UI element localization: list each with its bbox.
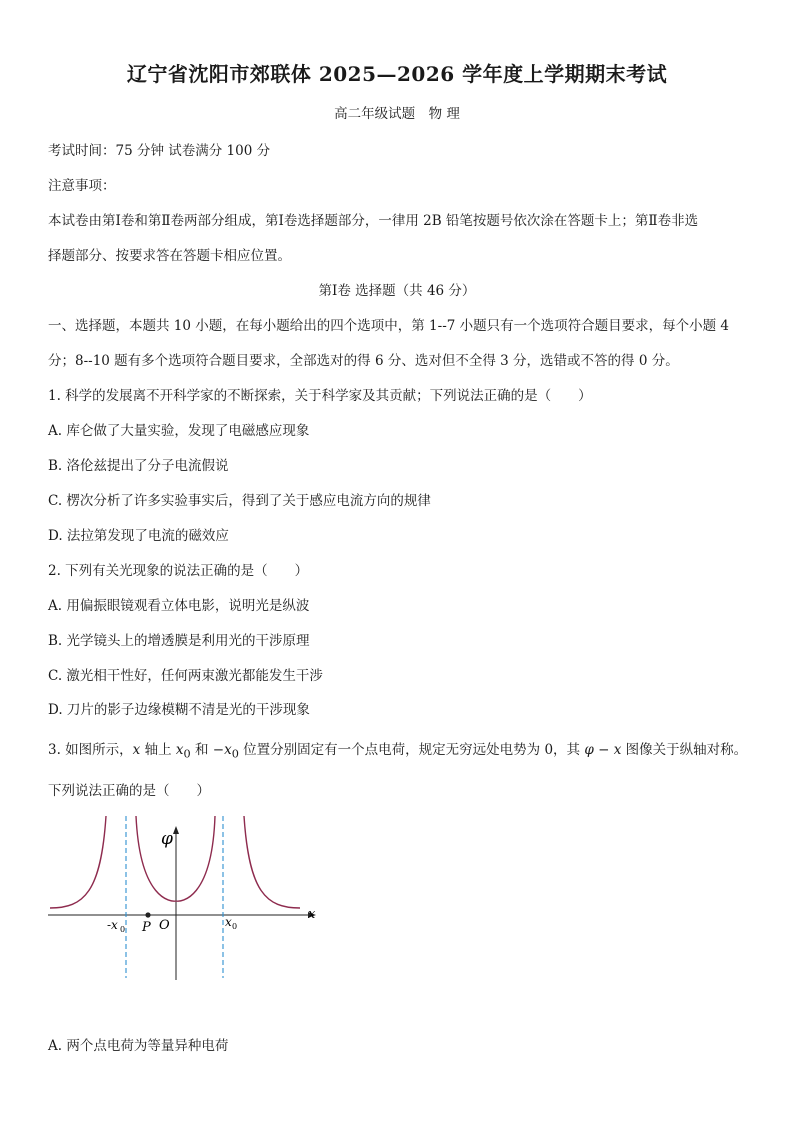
q3-var-x0b: x <box>224 742 232 758</box>
neg-x0-label: -x <box>107 918 118 932</box>
question-3-option-a: A. 两个点电荷为等量异种电荷 <box>48 1038 229 1054</box>
q3-var-x0a: x <box>175 742 184 758</box>
question-1-option-a: A. 库仑做了大量实验，发现了电磁感应现象 <box>48 423 310 439</box>
x0-sub: 0 <box>232 922 238 931</box>
curve-right <box>244 816 300 908</box>
notes-heading: 注意事项： <box>48 178 116 194</box>
exam-time: 考试时间：75 分钟 试卷满分 100 分 <box>48 143 271 159</box>
q3-text-1: 3. 如图所示， <box>48 742 133 758</box>
neg-x0-sub: 0 <box>120 925 126 934</box>
question-1-option-d: D. 法拉第发现了电流的磁效应 <box>48 528 229 544</box>
x0-label: x <box>225 915 232 929</box>
notes-line-1: 本试卷由第Ⅰ卷和第Ⅱ卷两部分组成，第Ⅰ卷选择题部分，一律用 2B 铅笔按题号依次涂在答题卡上；第Ⅱ卷非选 <box>48 213 699 229</box>
question-1-stem: 1. 科学的发展离不开科学家的不断探索，关于科学家及其贡献；下列说法正确的是（ ） <box>48 388 592 404</box>
question-2-option-d: D. 刀片的影子边缘模糊不清是光的干涉现象 <box>48 702 310 718</box>
phi-x-graph <box>44 808 344 998</box>
section-instructions-1: 一、选择题，本题共 10 小题，在每小题给出的四个选项中，第 1--7 小题只有一个选项符合题目要求，每个小题 4 <box>48 318 730 334</box>
question-2-option-b: B. 光学镜头上的增透膜是利用光的干涉原理 <box>48 633 310 649</box>
question-3-stem-line-2: 下列说法正确的是（ ） <box>48 783 210 799</box>
q3-var-x: x <box>132 742 141 758</box>
exam-subtitle: 高二年级试题 物 理 <box>334 106 460 122</box>
question-1-option-c: C. 楞次分析了许多实验事实后，得到了关于感应电流方向的规律 <box>48 493 431 509</box>
y-axis-label: φ <box>161 829 173 849</box>
y-axis-arrow <box>173 826 179 834</box>
question-2-option-a: A. 用偏振眼镜观看立体电影，说明光是纵波 <box>48 598 310 614</box>
question-2-stem: 2. 下列有关光现象的说法正确的是（ ） <box>48 563 309 579</box>
section-heading: 第Ⅰ卷 选择题（共 46 分） <box>318 283 476 299</box>
q3-sub-0b: 0 <box>231 747 239 761</box>
x-axis-label: x <box>308 907 316 922</box>
q3-text-5: 图像关于纵轴对称。 <box>621 742 748 758</box>
point-p <box>145 912 150 917</box>
curve-left <box>50 816 106 908</box>
q3-text-4: 位置分别固定有一个点电荷，规定无穷远处电势为 0，其 <box>238 742 585 758</box>
q3-var-phix: φ − x <box>584 742 622 758</box>
section-instructions-2: 分；8--10 题有多个选项符合题目要求，全部选对的得 6 分、选对但不全得 3 分，选错或不答的得 0 分。 <box>48 353 679 369</box>
question-2-option-c: C. 激光相干性好，任何两束激光都能发生干涉 <box>48 668 323 684</box>
p-label: P <box>142 920 151 935</box>
q3-text-3: 和 − <box>190 742 225 758</box>
exam-title: 辽宁省沈阳市郊联体 2025—2026 学年度上学期期末考试 <box>126 62 668 86</box>
o-label: O <box>159 918 170 933</box>
q3-sub-0a: 0 <box>183 747 191 761</box>
q3-text-2: 轴上 <box>140 742 176 758</box>
question-3-stem <box>48 738 747 761</box>
question-1-option-b: B. 洛伦兹提出了分子电流假说 <box>48 458 229 474</box>
notes-line-2: 择题部分、按要求答在答题卡相应位置。 <box>48 248 291 264</box>
